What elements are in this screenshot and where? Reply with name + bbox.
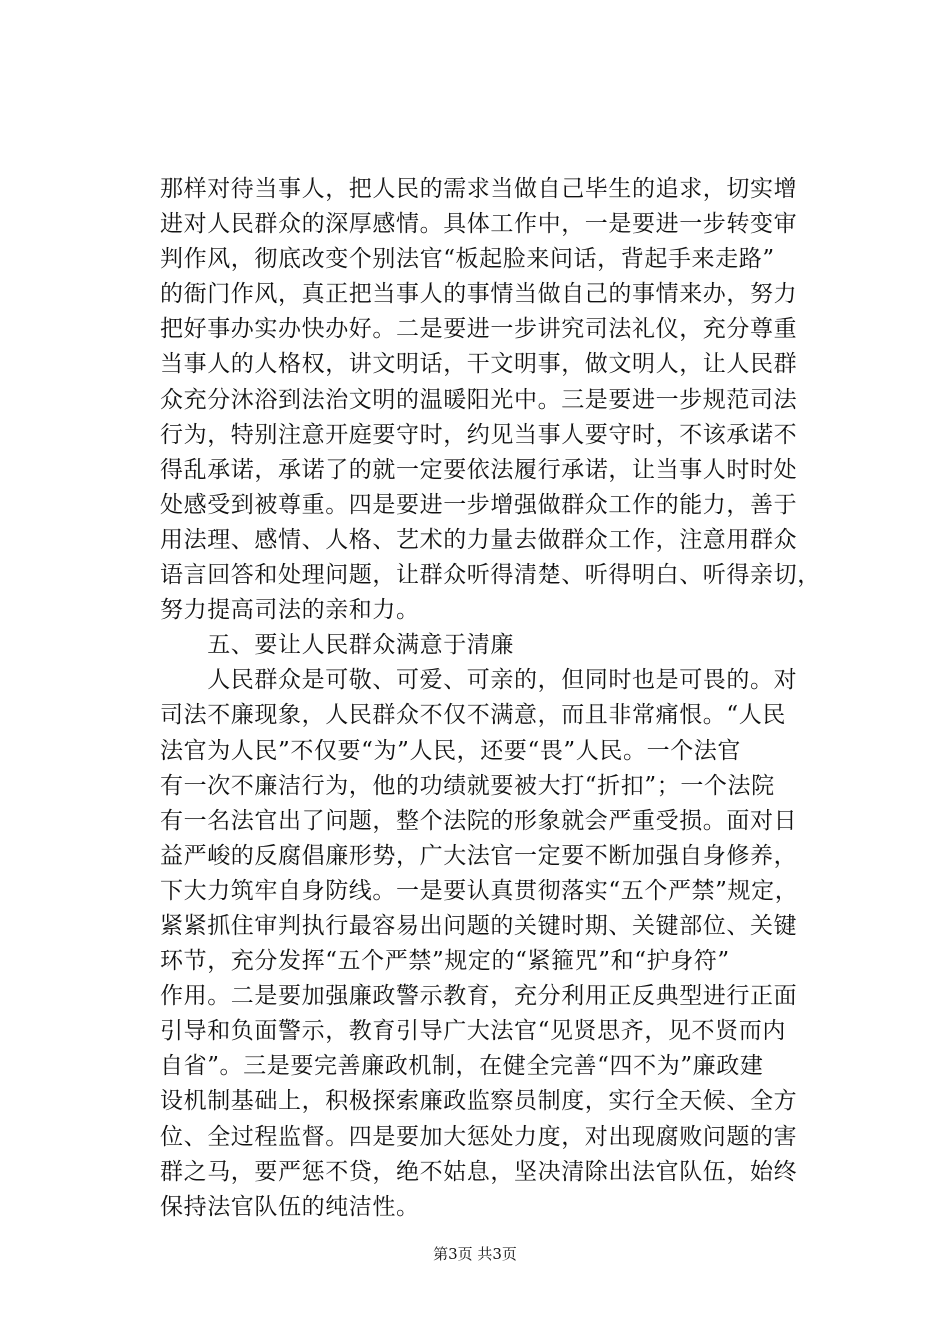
text-line: 的衙门作风，真正把当事人的事情当做自己的事情来办，努力 bbox=[160, 281, 798, 308]
text-line: 进对人民群众的深厚感情。具体工作中，一是要进一步转变审 bbox=[160, 211, 798, 238]
text-line: 用法理、感情、人格、艺术的力量去做群众工作，注意用群众 bbox=[160, 526, 798, 553]
text-line: 下大力筑牢自身防线。一是要认真贯彻落实“五个严禁”规定， bbox=[160, 877, 799, 904]
text-line: 作用。二是要加强廉政警示教育，充分利用正反典型进行正面 bbox=[160, 983, 798, 1010]
text-line: 有一名法官出了问题，整个法院的形象就会严重受损。面对日 bbox=[160, 807, 798, 834]
text-line: 判作风，彻底改变个别法官“板起脸来问话，背起手来走路” bbox=[160, 246, 775, 273]
text-line: 得乱承诺，承诺了的就一定要依法履行承诺，让当事人时时处 bbox=[160, 456, 798, 483]
page-number-footer: 第3页 共3页 bbox=[433, 1245, 517, 1263]
text-line: 众充分沐浴到法治文明的温暖阳光中。三是要进一步规范司法 bbox=[160, 386, 798, 413]
text-line: 努力提高司法的亲和力。 bbox=[160, 597, 420, 624]
text-line: 处感受到被尊重。四是要进一步增强做群众工作的能力，善于 bbox=[160, 491, 798, 518]
text-line: 有一次不廉洁行为，他的功绩就要被大打“折扣”；一个法院 bbox=[160, 772, 775, 799]
text-line: 语言回答和处理问题，让群众听得清楚、听得明白、听得亲切， bbox=[160, 562, 821, 589]
text-line: 位、全过程监督。四是要加大惩处力度，对出现腐败问题的害 bbox=[160, 1123, 798, 1150]
text-line: 自省”。三是要完善廉政机制，在健全完善“四不为”廉政建 bbox=[160, 1053, 764, 1080]
section-heading: 五、要让人民群众满意于清廉 bbox=[160, 632, 514, 659]
text-line: 行为，特别注意开庭要守时，约见当事人要守时，不该承诺不 bbox=[160, 421, 798, 448]
text-line: 把好事办实办快办好。二是要进一步讲究司法礼仪，充分尊重 bbox=[160, 316, 798, 343]
text-line: 引导和负面警示，教育引导广大法官“见贤思齐，见不贤而内 bbox=[160, 1018, 786, 1045]
text-line: 设机制基础上，积极探索廉政监察员制度，实行全天候、全方 bbox=[160, 1088, 798, 1115]
text-line: 紧紧抓住审判执行最容易出问题的关键时期、关键部位、关键 bbox=[160, 912, 798, 939]
text-line: 法官为人民”不仅要“为”人民，还要“畏”人民。一个法官 bbox=[160, 737, 741, 764]
text-line: 群之马，要严惩不贷，绝不姑息，坚决清除出法官队伍，始终 bbox=[160, 1158, 798, 1185]
text-line: 司法不廉现象，人民群众不仅不满意，而且非常痛恨。“人民 bbox=[160, 702, 786, 729]
text-line: 益严峻的反腐倡廉形势，广大法官一定要不断加强自身修养， bbox=[160, 842, 798, 869]
text-line: 人民群众是可敬、可爱、可亲的，但同时也是可畏的。对 bbox=[160, 667, 798, 694]
text-line: 环节，充分发挥“五个严禁”规定的“紧箍咒”和“护身符” bbox=[160, 948, 730, 975]
text-line: 那样对待当事人，把人民的需求当做自己毕生的追求，切实增 bbox=[160, 176, 798, 202]
body-text bbox=[160, 172, 821, 1225]
text-line: 保持法官队伍的纯洁性。 bbox=[160, 1193, 420, 1220]
text-line: 当事人的人格权，讲文明话，干文明事，做文明人，让人民群 bbox=[160, 351, 798, 378]
